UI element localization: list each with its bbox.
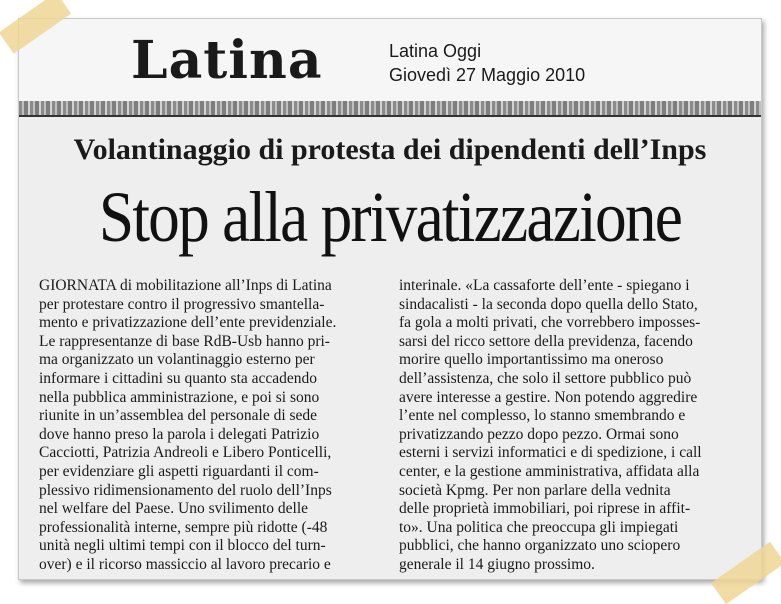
text-line: interinale. «La cassaforte dell’ente - spiegano i [399,277,690,294]
text-line: morire quello importantissimo ma oneroso [399,351,664,369]
text-line: ma organizzato un volantinaggio esterno per [39,351,315,369]
divider [19,115,761,117]
article-headline: Stop alla privatizzazione [98,177,682,257]
newspaper-clipping [18,18,762,580]
text-line: GIORNATA di mobilitazione all’Inps di Latina [39,277,332,294]
article-column-2 [399,277,745,575]
text-line: sarsi del ricco settore della previdenza, facendo [399,332,693,350]
text-line: informare i cittadini su quanto sta accadendo [39,369,318,387]
masthead-section: Latina [131,30,323,91]
text-line: riunite in un’assemblea del personale di sede [39,407,318,425]
text-line: nella pubblica amministrazione, e poi si sono [39,388,320,406]
text-line: plessivo ridimensionamento del ruolo dell’Inps [39,481,332,499]
text-line: società Kpmg. Per non parlare della vednita [399,481,671,499]
text-line: mento e privatizzazione dell’ente previdenziale. [39,314,337,332]
text-line: center, e la gestione amministrativa, affidata alla [399,462,700,480]
cut-text-strip [19,101,761,115]
text-line: professionalità interne, sempre più ridotte (-48 [39,518,328,536]
paper-info [389,39,585,87]
paper-date: Giovedì 27 Maggio 2010 [389,65,586,85]
text-line: delle proprietà immobiliari, poi riprese in affit- [399,500,691,518]
text-line: generale il 14 giugno prossimo. [399,555,595,573]
text-line: per evidenziare gli aspetti riguardanti il com- [39,462,319,480]
text-line: per protestare contro il progressivo smantella- [39,295,325,313]
text-line: esterni i servizi informatici e di spedizione, i call [399,444,702,462]
paper-name: Latina Oggi [389,41,482,61]
text-line: pubblici, che hanno organizzato uno sciopero [399,537,681,555]
text-line: privatizzando pezzo dopo pezzo. Ormai sono [399,425,679,443]
article-column-1 [39,277,385,575]
text-line: over) e il ricorso massiccio al lavoro precario e [39,555,331,573]
text-line: nel welfare del Paese. Uno svilimento delle [39,500,309,518]
article-kicker: Volantinaggio di protesta dei dipendenti dell’Inps [73,133,707,166]
text-line: Cacciotti, Patrizia Andreoli e Libero Ponticelli, [39,444,332,462]
text-line: unità negli ultimi tempi con il blocco del turn- [39,537,326,555]
text-line: dove hanno preso la parola i delegati Patrizio [39,425,320,443]
text-line: to». Una politica che preoccupa gli impiegati [399,518,679,536]
text-line: fa gola a molti privati, che vorrebbero imposses- [399,314,701,332]
text-line: avere interesse a gestire. Non potendo aggredire [399,388,698,406]
text-line: sindacalisti - la seconda dopo quella dello Stato, [399,295,698,313]
header-band [19,19,761,101]
text-line: l’ente nel complesso, lo stanno smembrando e [399,407,686,425]
text-line: dell’assistenza, che solo il settore pubblico può [399,369,692,387]
text-line: Le rappresentanze di base RdB-Usb hanno pri- [39,332,330,350]
